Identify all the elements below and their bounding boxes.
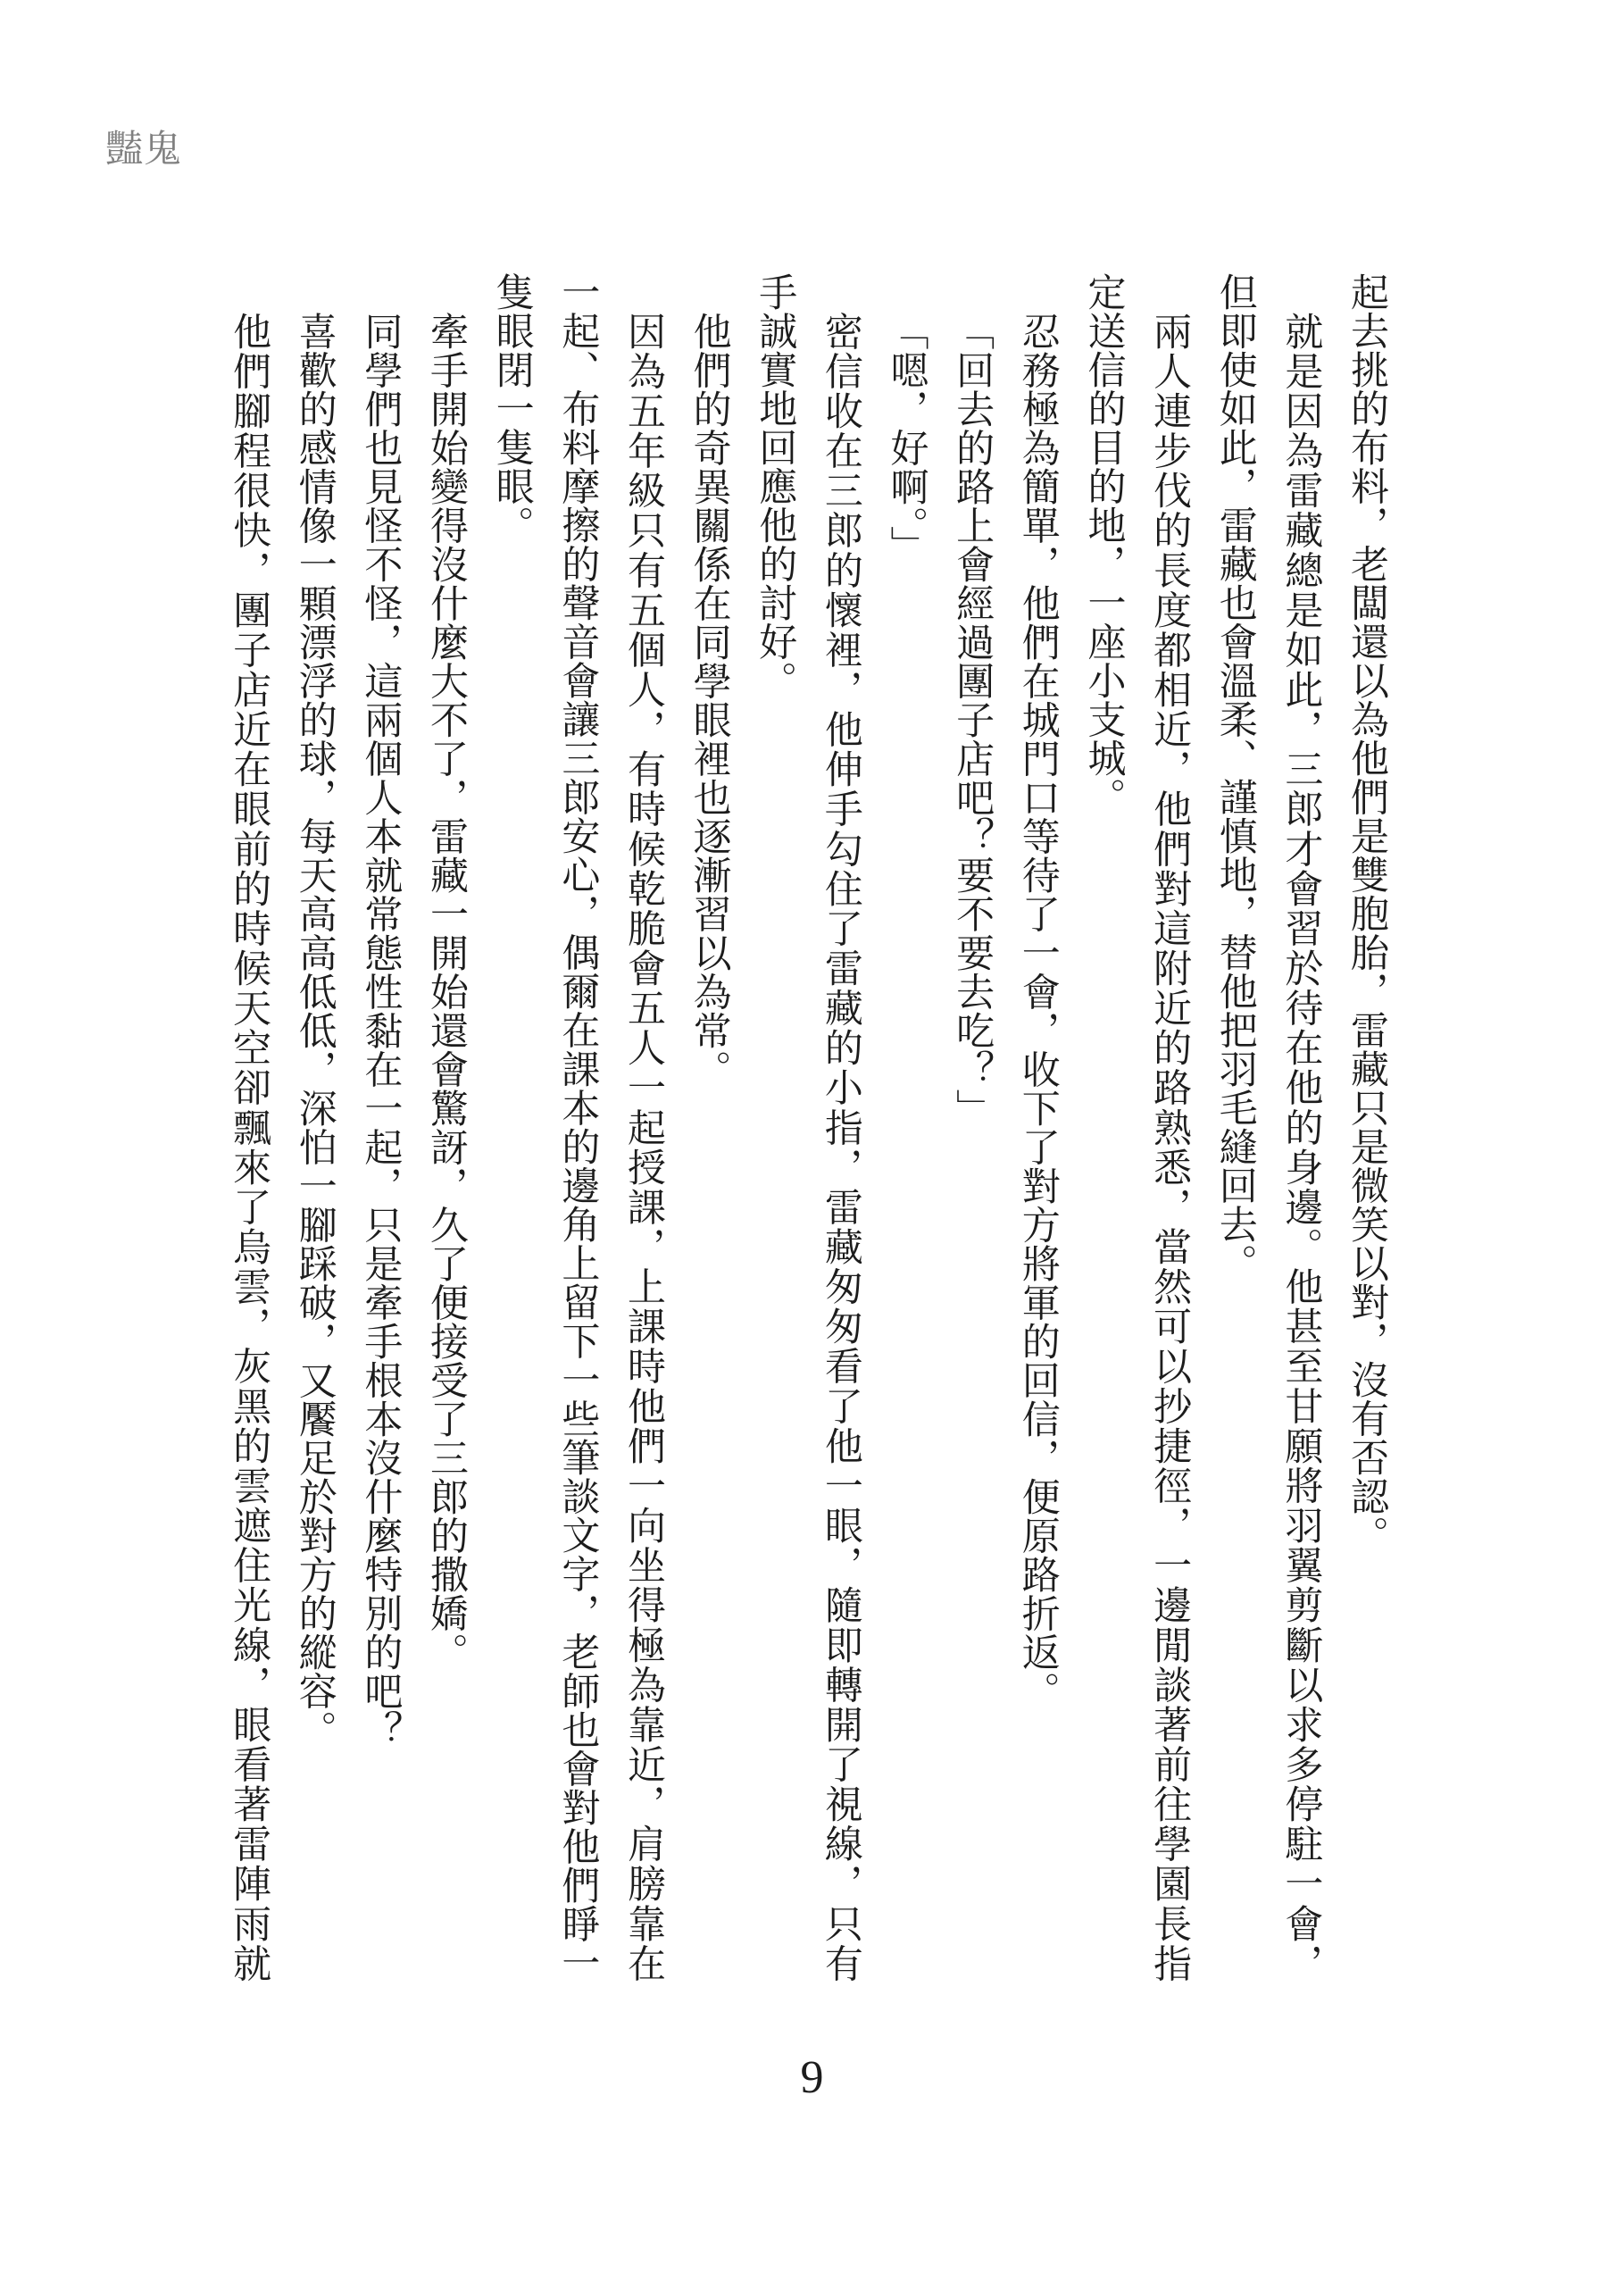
body-text <box>215 272 1399 1982</box>
text-column: 隻眼閉一隻眼。 <box>489 272 535 545</box>
text-column: 起去挑的布料，老闆還以為他們是雙胞胎，雷藏只是微笑以對，沒有否認。 <box>1345 272 1389 1555</box>
text-column: 密信收在三郎的懷裡，他伸手勾住了雷藏的小指，雷藏匆匆看了他一眼，隨即轉開了視線，只有 <box>818 311 863 1982</box>
text-column: 但即使如此，雷藏也會溫柔、謹慎地，替他把羽毛縫回去。 <box>1212 272 1258 1282</box>
text-column: 就是因為雷藏總是如此，三郎才會習於待在他的身邊。他甚至甘願將羽翼剪斷以求多停駐一會， <box>1278 311 1324 1982</box>
page-number: 9 <box>800 2052 824 2103</box>
text-column: 定送信的目的地，一座小支城。 <box>1081 272 1127 816</box>
text-column: 手誠實地回應他的討好。 <box>753 272 798 700</box>
dialogue-column: 「嗯，好啊。」 <box>884 311 929 564</box>
text-column: 牽手開始變得沒什麼大不了，雷藏一開始還會驚訝，久了便接受了三郎的撒嬌。 <box>424 311 470 1671</box>
text-column: 忍務極為簡單，他們在城門口等待了一會，收下了對方將軍的回信，便原路折返。 <box>1015 311 1061 1710</box>
dialogue-column: 「回去的路上會經過團子店吧？要不要去吃？」 <box>950 311 995 1127</box>
running-head-title: 豔鬼 <box>105 127 183 171</box>
text-column: 一起、布料摩擦的聲音會讓三郎安心，偶爾在課本的邊角上留下一些筆談文字，老師也會對他們睜一 <box>555 272 601 1982</box>
text-column: 因為五年級只有五個人，有時候乾脆會五人一起授課，上課時他們一向坐得極為靠近，肩膀靠在 <box>620 311 666 1982</box>
text-column: 喜歡的感情像一顆漂浮的球，每天高高低低，深怕一腳踩破，又饜足於對方的縱容。 <box>292 311 337 1749</box>
text-column: 他們腳程很快，團子店近在眼前的時候天空卻飄來了烏雲，灰黑的雲遮住光線，眼看著雷陣雨就 <box>227 311 272 1982</box>
text-column: 同學們也見怪不怪，這兩個人本就常態性黏在一起，只是牽手根本沒什麼特別的吧？ <box>358 311 404 1749</box>
text-column: 他們的奇異關係在同學眼裡也逐漸習以為常。 <box>687 311 732 1089</box>
text-column: 兩人連步伐的長度都相近，他們對這附近的路熟悉，當然可以抄捷徑，一邊閒談著前往學園長指 <box>1147 311 1193 1982</box>
